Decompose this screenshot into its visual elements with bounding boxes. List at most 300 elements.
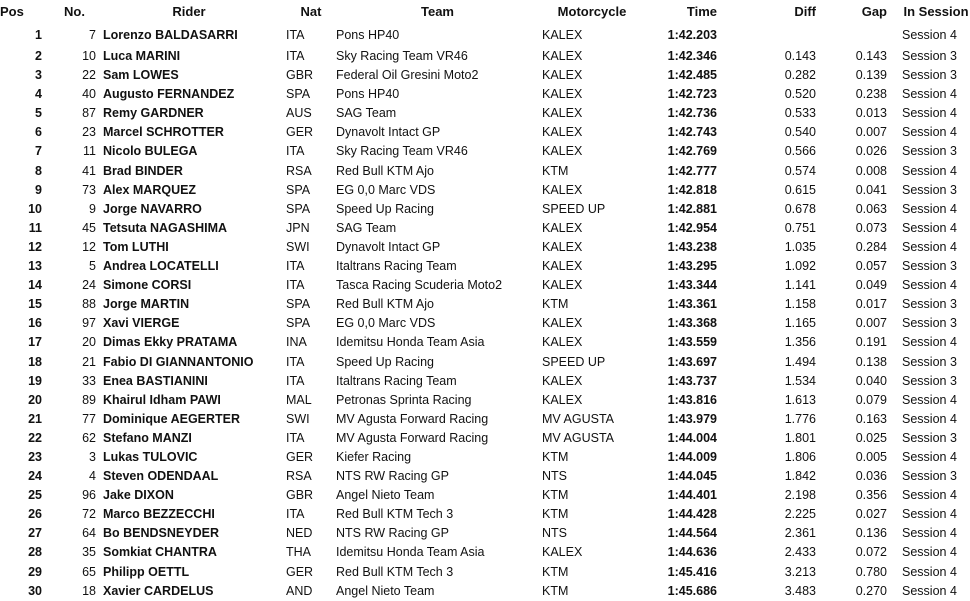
cell-team: Red Bull KTM Tech 3 (336, 507, 454, 522)
cell-motorcycle: NTS (542, 526, 567, 541)
cell-nat: GBR (286, 488, 314, 503)
cell-gap: 0.036 (855, 469, 887, 484)
cell-pos: 10 (28, 201, 42, 216)
cell-diff: 2.225 (784, 507, 816, 522)
cell-gap: 0.007 (855, 125, 887, 140)
cell-motorcycle: KALEX (542, 144, 583, 159)
cell-rider: Jake DIXON (103, 488, 174, 503)
header-number: No. (64, 4, 85, 19)
cell-team: Pons HP40 (336, 28, 400, 42)
cell-number: 89 (82, 392, 96, 407)
cell-time: 1:42.881 (667, 201, 717, 216)
cell-diff: 1.613 (784, 392, 816, 407)
cell-time: 1:43.697 (667, 354, 717, 369)
cell-diff: 3.483 (784, 583, 816, 598)
cell-gap: 0.040 (855, 373, 887, 388)
cell-rider: Bo BENDSNEYDER (103, 526, 219, 541)
cell-time: 1:45.416 (667, 564, 717, 579)
cell-rider: Luca MARINI (103, 49, 181, 63)
results-header (0, 0, 970, 24)
cell-nat: ITA (286, 354, 305, 369)
cell-diff: 0.282 (784, 68, 816, 83)
cell-rider: Khairul Idham PAWI (103, 392, 221, 407)
cell-rider: Jorge MARTIN (103, 297, 190, 312)
table-row (0, 524, 970, 543)
cell-time: 1:44.004 (667, 430, 717, 445)
table-row (0, 486, 970, 505)
cell-team: Idemitsu Honda Team Asia (336, 545, 485, 560)
cell-session: Session 4 (902, 526, 957, 541)
cell-pos: 26 (28, 507, 42, 522)
cell-nat: SPA (286, 182, 311, 197)
cell-number: 73 (82, 182, 96, 197)
cell-gap: 0.008 (855, 163, 887, 178)
header-session: In Session (903, 4, 969, 19)
cell-rider: Lorenzo BALDASARRI (103, 28, 238, 42)
cell-time: 1:42.818 (667, 182, 717, 197)
cell-gap: 0.026 (855, 144, 887, 159)
cell-team: EG 0,0 Marc VDS (336, 182, 436, 197)
cell-team: NTS RW Racing GP (336, 526, 449, 541)
cell-motorcycle: KALEX (542, 373, 583, 388)
cell-gap: 0.270 (855, 583, 887, 598)
cell-pos: 8 (35, 163, 42, 178)
cell-session: Session 3 (902, 144, 957, 159)
table-row (0, 410, 970, 429)
cell-motorcycle: KTM (542, 163, 569, 178)
cell-pos: 27 (28, 526, 42, 541)
cell-pos: 21 (28, 411, 42, 426)
cell-nat: JPN (286, 220, 310, 235)
cell-session: Session 4 (902, 87, 957, 102)
cell-gap: 0.191 (855, 335, 887, 350)
header-gap: Gap (861, 4, 887, 19)
cell-motorcycle: KTM (542, 488, 569, 503)
cell-number: 22 (82, 68, 96, 83)
cell-motorcycle: KALEX (542, 49, 583, 63)
cell-gap: 0.139 (855, 68, 887, 83)
cell-motorcycle: KALEX (542, 125, 583, 140)
cell-time: 1:44.428 (667, 507, 717, 522)
cell-team: Sky Racing Team VR46 (336, 49, 468, 63)
cell-diff: 1.165 (784, 316, 816, 331)
cell-diff: 0.520 (784, 87, 816, 102)
cell-team: Sky Racing Team VR46 (336, 144, 468, 159)
cell-rider: Andrea LOCATELLI (103, 259, 219, 274)
cell-session: Session 4 (902, 201, 957, 216)
cell-rider: Somkiat CHANTRA (103, 545, 217, 560)
header-pos: Pos (0, 4, 24, 19)
cell-session: Session 4 (902, 335, 957, 350)
cell-diff: 1.141 (784, 278, 816, 293)
cell-time: 1:42.743 (667, 125, 717, 140)
cell-time: 1:43.368 (667, 316, 717, 331)
cell-session: Session 3 (902, 49, 957, 63)
cell-number: 10 (82, 49, 96, 63)
cell-nat: SPA (286, 87, 311, 102)
cell-rider: Nicolo BULEGA (103, 144, 198, 159)
cell-time: 1:44.045 (667, 469, 717, 484)
cell-motorcycle: KTM (542, 564, 569, 579)
cell-motorcycle: KTM (542, 297, 569, 312)
cell-pos: 11 (28, 220, 42, 235)
cell-rider: Alex MARQUEZ (103, 182, 197, 197)
cell-number: 40 (82, 87, 96, 102)
header-row (0, 0, 970, 24)
cell-nat: INA (286, 335, 307, 350)
cell-session: Session 3 (902, 354, 957, 369)
table-row (0, 104, 970, 123)
cell-rider: Dimas Ekky PRATAMA (103, 335, 238, 350)
cell-session: Session 4 (902, 106, 957, 121)
table-row (0, 162, 970, 181)
table-row (0, 543, 970, 562)
cell-pos: 13 (28, 259, 42, 274)
cell-nat: GER (286, 449, 314, 464)
results-body (0, 24, 970, 601)
cell-gap: 0.005 (855, 449, 887, 464)
cell-motorcycle: KALEX (542, 87, 583, 102)
cell-diff: 1.494 (784, 354, 816, 369)
cell-team: Speed Up Racing (336, 354, 434, 369)
table-row (0, 448, 970, 467)
cell-number: 97 (82, 316, 96, 331)
cell-number: 96 (82, 488, 96, 503)
table-row (0, 314, 970, 333)
cell-diff: 0.751 (784, 220, 816, 235)
cell-session: Session 4 (902, 125, 957, 140)
cell-gap: 0.049 (855, 278, 887, 293)
cell-nat: RSA (286, 163, 312, 178)
cell-time: 1:43.816 (667, 392, 717, 407)
cell-diff: 2.198 (784, 488, 816, 503)
cell-nat: ITA (286, 430, 305, 445)
cell-pos: 1 (35, 28, 42, 42)
cell-nat: SPA (286, 297, 311, 312)
cell-pos: 19 (28, 373, 42, 388)
cell-session: Session 4 (902, 564, 957, 579)
cell-pos: 22 (28, 430, 42, 445)
cell-rider: Marco BEZZECCHI (103, 507, 215, 522)
cell-session: Session 4 (902, 545, 957, 560)
cell-number: 88 (82, 297, 96, 312)
cell-diff: 0.678 (784, 201, 816, 216)
cell-gap: 0.013 (855, 106, 887, 121)
cell-diff: 3.213 (784, 564, 816, 579)
cell-pos: 4 (35, 87, 42, 102)
cell-nat: SPA (286, 201, 311, 216)
cell-rider: Brad BINDER (103, 163, 183, 178)
cell-nat: SPA (286, 316, 311, 331)
cell-number: 24 (82, 278, 96, 293)
cell-session: Session 3 (902, 68, 957, 83)
cell-time: 1:42.736 (667, 106, 717, 121)
cell-nat: ITA (286, 373, 305, 388)
cell-gap: 0.136 (855, 526, 887, 541)
cell-diff: 2.433 (784, 545, 816, 560)
cell-team: MV Agusta Forward Racing (336, 411, 489, 426)
cell-nat: GER (286, 564, 314, 579)
cell-team: Speed Up Racing (336, 201, 434, 216)
header-motorcycle: Motorcycle (557, 4, 627, 19)
cell-rider: Tetsuta NAGASHIMA (103, 220, 228, 235)
cell-gap: 0.073 (855, 220, 887, 235)
cell-team: Pons HP40 (336, 87, 400, 102)
cell-nat: ITA (286, 28, 305, 42)
cell-diff: 1.842 (784, 469, 816, 484)
cell-time: 1:42.485 (667, 68, 717, 83)
cell-diff: 1.801 (784, 430, 816, 445)
cell-nat: THA (286, 545, 311, 560)
cell-nat: ITA (286, 507, 305, 522)
cell-team: Idemitsu Honda Team Asia (336, 335, 485, 350)
cell-nat: ITA (286, 49, 305, 63)
cell-pos: 15 (28, 297, 42, 312)
cell-team: Red Bull KTM Ajo (336, 163, 434, 178)
cell-gap: 0.057 (855, 259, 887, 274)
cell-time: 1:43.344 (667, 278, 717, 293)
cell-session: Session 4 (902, 583, 957, 598)
cell-time: 1:44.009 (667, 449, 717, 464)
cell-pos: 28 (28, 545, 42, 560)
cell-time: 1:45.686 (667, 583, 717, 598)
cell-nat: ITA (286, 144, 305, 159)
cell-gap: 0.041 (855, 182, 887, 197)
cell-nat: GBR (286, 68, 314, 83)
table-row (0, 295, 970, 314)
cell-number: 3 (89, 449, 96, 464)
cell-pos: 12 (28, 239, 42, 254)
cell-rider: Stefano MANZI (103, 430, 192, 445)
cell-nat: ITA (286, 278, 305, 293)
cell-diff: 1.092 (784, 259, 816, 274)
table-row (0, 66, 970, 85)
cell-rider: Remy GARDNER (103, 106, 204, 121)
cell-number: 21 (82, 354, 96, 369)
cell-diff (741, 24, 818, 47)
cell-number: 45 (82, 220, 96, 235)
cell-number: 33 (82, 373, 96, 388)
cell-team: SAG Team (336, 106, 397, 121)
cell-gap: 0.063 (855, 201, 887, 216)
cell-rider: Xavier CARDELUS (103, 583, 214, 598)
cell-time: 1:42.203 (667, 28, 717, 42)
table-row (0, 123, 970, 142)
cell-session: Session 4 (902, 278, 957, 293)
table-row (0, 391, 970, 410)
table-row (0, 219, 970, 238)
cell-time: 1:42.346 (667, 49, 717, 63)
cell-time: 1:44.401 (667, 488, 717, 503)
cell-rider: Marcel SCHROTTER (103, 125, 224, 140)
cell-nat: AND (286, 583, 313, 598)
cell-rider: Xavi VIERGE (103, 316, 180, 331)
table-row (0, 333, 970, 352)
cell-motorcycle: KTM (542, 507, 569, 522)
cell-pos: 16 (28, 316, 42, 331)
header-rider: Rider (172, 4, 206, 19)
cell-motorcycle: KTM (542, 449, 569, 464)
cell-session: Session 3 (902, 469, 957, 484)
cell-rider: Dominique AEGERTER (103, 411, 241, 426)
cell-rider: Augusto FERNANDEZ (103, 87, 235, 102)
cell-pos: 30 (28, 583, 42, 598)
cell-time: 1:43.737 (667, 373, 717, 388)
cell-diff: 1.534 (784, 373, 816, 388)
table-row (0, 238, 970, 257)
cell-session: Session 3 (902, 430, 957, 445)
cell-number: 77 (82, 411, 96, 426)
cell-gap: 0.780 (855, 564, 887, 579)
cell-pos: 25 (28, 488, 42, 503)
cell-motorcycle: KALEX (542, 316, 583, 331)
table-row (0, 372, 970, 391)
cell-gap: 0.007 (855, 316, 887, 331)
cell-motorcycle: KALEX (542, 182, 583, 197)
cell-time: 1:42.769 (667, 144, 717, 159)
table-row (0, 200, 970, 219)
cell-gap: 0.143 (855, 49, 887, 63)
cell-diff: 0.533 (784, 106, 816, 121)
cell-time: 1:42.723 (667, 87, 717, 102)
cell-number: 18 (82, 583, 96, 598)
cell-diff: 1.158 (784, 297, 816, 312)
cell-motorcycle: KALEX (542, 278, 583, 293)
cell-team: SAG Team (336, 220, 397, 235)
cell-motorcycle: NTS (542, 469, 567, 484)
cell-diff: 1.806 (784, 449, 816, 464)
cell-rider: Philipp OETTL (103, 564, 190, 579)
cell-session: Session 4 (902, 411, 957, 426)
cell-session: Session 3 (902, 297, 957, 312)
cell-pos: 6 (35, 125, 42, 140)
cell-nat: ITA (286, 259, 305, 274)
cell-session: Session 4 (902, 220, 957, 235)
cell-team: Kiefer Racing (336, 449, 412, 464)
cell-session: Session 4 (902, 507, 957, 522)
cell-nat: RSA (286, 469, 312, 484)
cell-session: Session 4 (902, 392, 957, 407)
cell-time: 1:42.954 (667, 220, 717, 235)
cell-team: Petronas Sprinta Racing (336, 392, 472, 407)
cell-motorcycle: MV AGUSTA (542, 411, 615, 426)
table-row (0, 276, 970, 295)
cell-diff: 2.361 (784, 526, 816, 541)
cell-pos: 17 (28, 335, 42, 350)
cell-motorcycle: SPEED UP (542, 201, 606, 216)
cell-team: Dynavolt Intact GP (336, 239, 441, 254)
cell-diff: 0.574 (784, 163, 816, 178)
cell-time: 1:43.361 (667, 297, 717, 312)
cell-team: Red Bull KTM Ajo (336, 297, 434, 312)
cell-pos: 3 (35, 68, 42, 83)
cell-diff: 1.356 (784, 335, 816, 350)
cell-gap: 0.163 (855, 411, 887, 426)
cell-motorcycle: SPEED UP (542, 354, 606, 369)
cell-number: 4 (89, 469, 96, 484)
cell-motorcycle: KALEX (542, 335, 583, 350)
cell-session: Session 4 (902, 239, 957, 254)
table-row (0, 24, 970, 47)
cell-rider: Fabio DI GIANNANTONIO (103, 354, 254, 369)
table-row (0, 353, 970, 372)
table-row (0, 563, 970, 582)
cell-time: 1:44.636 (667, 545, 717, 560)
table-row (0, 467, 970, 486)
cell-nat: SWI (286, 239, 310, 254)
cell-team: Italtrans Racing Team (336, 373, 457, 388)
cell-gap: 0.027 (855, 507, 887, 522)
cell-team: Angel Nieto Team (336, 583, 435, 598)
cell-team: Italtrans Racing Team (336, 259, 457, 274)
cell-number: 65 (82, 564, 96, 579)
cell-rider: Steven ODENDAAL (103, 469, 219, 484)
cell-rider: Tom LUTHI (103, 239, 169, 254)
cell-diff: 0.566 (784, 144, 816, 159)
cell-nat: MAL (286, 392, 312, 407)
cell-pos: 5 (35, 106, 42, 121)
cell-time: 1:42.777 (667, 163, 717, 178)
cell-motorcycle: KALEX (542, 220, 583, 235)
cell-number: 20 (82, 335, 96, 350)
cell-number: 11 (83, 144, 96, 159)
cell-number: 41 (82, 163, 96, 178)
cell-rider: Enea BASTIANINI (103, 373, 208, 388)
cell-rider: Jorge NAVARRO (103, 201, 202, 216)
cell-session: Session 3 (902, 373, 957, 388)
cell-team: Red Bull KTM Tech 3 (336, 564, 454, 579)
cell-diff: 0.143 (784, 49, 816, 63)
cell-number: 7 (89, 28, 96, 42)
cell-session: Session 4 (902, 163, 957, 178)
cell-pos: 9 (35, 182, 42, 197)
cell-gap: 0.079 (855, 392, 887, 407)
cell-number: 64 (82, 526, 96, 541)
cell-gap: 0.284 (855, 239, 887, 254)
cell-rider: Lukas TULOVIC (103, 449, 198, 464)
cell-number: 62 (82, 430, 96, 445)
cell-motorcycle: KALEX (542, 68, 583, 83)
cell-session: Session 4 (902, 488, 957, 503)
cell-session: Session 4 (902, 449, 957, 464)
cell-motorcycle: KALEX (542, 106, 583, 121)
cell-number: 5 (89, 259, 96, 274)
cell-motorcycle: KALEX (542, 259, 583, 274)
cell-time: 1:43.979 (667, 411, 717, 426)
cell-team: MV Agusta Forward Racing (336, 430, 489, 445)
cell-gap: 0.238 (855, 87, 887, 102)
header-time: Time (686, 4, 717, 19)
cell-gap (818, 24, 889, 47)
cell-gap: 0.072 (855, 545, 887, 560)
cell-diff: 0.540 (784, 125, 816, 140)
cell-time: 1:43.559 (667, 335, 717, 350)
cell-motorcycle: KALEX (542, 545, 583, 560)
cell-team: Dynavolt Intact GP (336, 125, 441, 140)
cell-team: EG 0,0 Marc VDS (336, 316, 436, 331)
cell-team: Federal Oil Gresini Moto2 (336, 68, 479, 83)
cell-time: 1:43.238 (667, 239, 717, 254)
table-row (0, 142, 970, 161)
cell-team: Angel Nieto Team (336, 488, 435, 503)
cell-pos: 24 (28, 469, 42, 484)
cell-number: 35 (82, 545, 96, 560)
cell-number: 72 (82, 507, 96, 522)
cell-nat: SWI (286, 411, 310, 426)
cell-pos: 7 (35, 144, 42, 159)
header-nat: Nat (300, 4, 322, 19)
cell-rider: Sam LOWES (103, 68, 179, 83)
